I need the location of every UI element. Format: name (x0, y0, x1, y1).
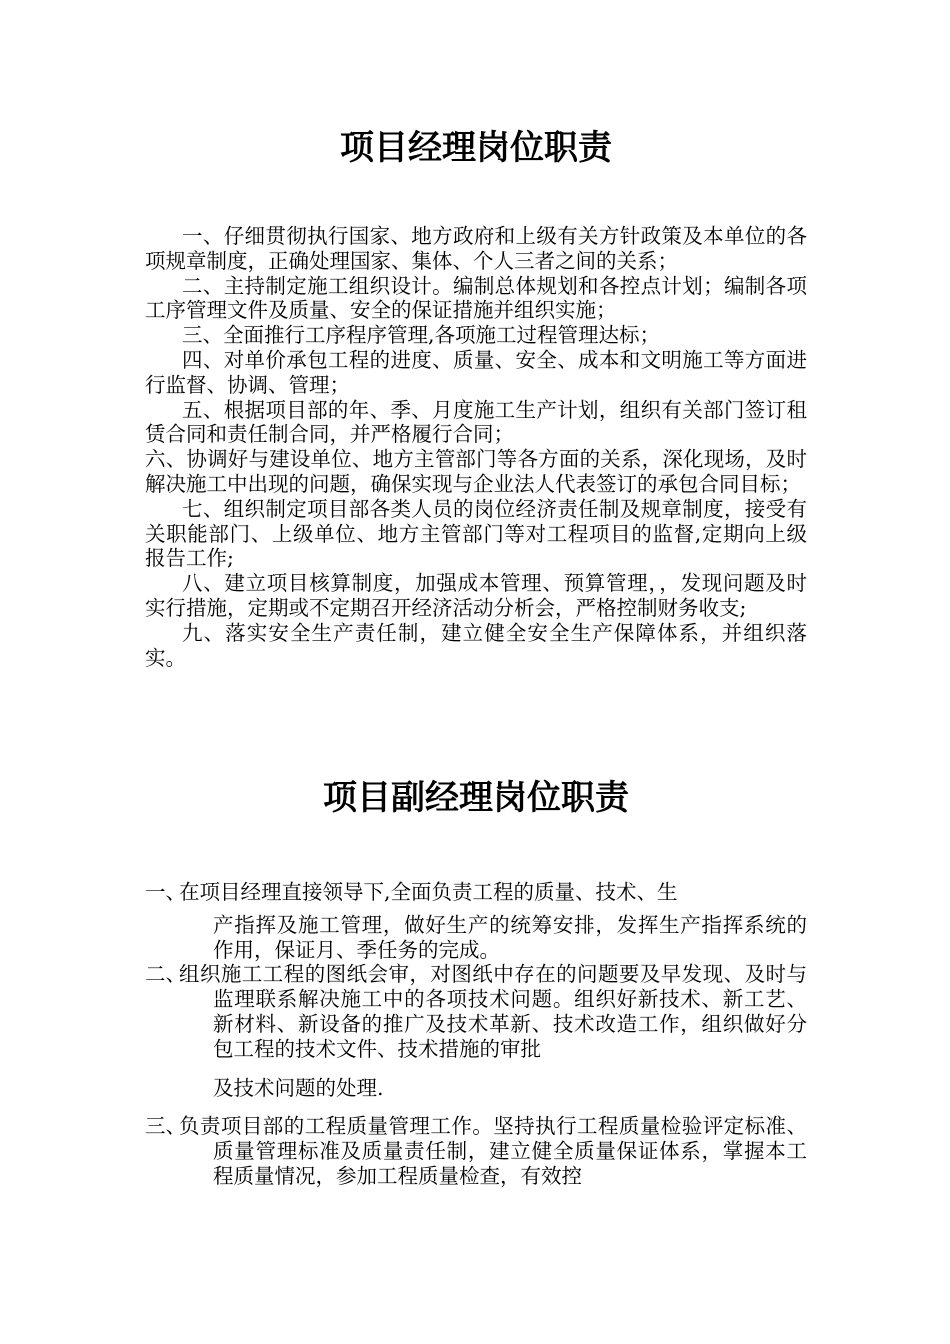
item-text: 在项目经理直接领导下,全面负责工程的质量、技术、生 (179, 880, 678, 904)
duty-paragraph: 二、主持制定施工组织设计。编制总体规划和各控点计划；编制各项工序管理文件及质量、安全的保证措施并组织实施； (145, 273, 807, 323)
item-number: 一、 (145, 880, 186, 904)
deputy-manager-duties-section (145, 880, 807, 1189)
duty-paragraph: 九、落实安全生产责任制，建立健全安全生产保障体系，并组织落实。 (145, 620, 807, 670)
page-title: 项目经理岗位职责 (340, 128, 612, 168)
duty-paragraph: 三、全面推行工序程序管理,各项施工过程管理达标； (182, 323, 661, 348)
item-text-continued: 及技术问题的处理. (213, 1075, 384, 1100)
item-text: 负责项目部的工程质量管理工作。坚持执行工程质量检验评定标准、质量管理标准及质量责任制，建立健全质量保证体系，掌握本工程质量情况，参加工程质量检查，有效控 (179, 1114, 807, 1188)
duty-paragraph: 四、对单价承包工程的进度、质量、安全、成本和文明施工等方面进行监督、协调、管理； (145, 347, 807, 397)
item-text: 组织施工工程的图纸会审，对图纸中存在的问题要及早发现、及时与监理联系解决施工中的各项技术问题。组织好新技术、新工艺、新材料、新设备的推广及技术革新、技术改造工作，组织做好分包工程的技术文件、技术措施的审批 (179, 962, 807, 1061)
duty-paragraph: 七、组织制定项目部各类人员的岗位经济责任制及规章制度，接受有关职能部门、上级单位、地方主管部门等对工程项目的监督,定期向上级报告工作; (145, 496, 807, 571)
numbered-duty-item (145, 880, 807, 962)
duty-paragraph: 五、根据项目部的年、季、月度施工生产计划，组织有关部门签订租赁合同和责任制合同，并严格履行合同； (145, 397, 807, 447)
duty-paragraph: 六、协调好与建设单位、地方主管部门等各方面的关系，深化现场，及时解决施工中出现的问题，确保实现与企业法人代表签订的承包合同目标； (145, 447, 807, 496)
item-number: 三、 (145, 1114, 186, 1139)
numbered-duty-item (145, 962, 807, 1100)
section-title: 项目副经理岗位职责 (323, 778, 629, 818)
duty-paragraph: 八、建立项目核算制度，加强成本管理、预算管理，，发现问题及时实行措施，定期或不定期召开经济活动分析会，严格控制财务收支; (145, 571, 807, 620)
item-text-continued: 产指挥及施工管理，做好生产的统筹安排，发挥生产指挥系统的作用，保证月、季任务的完成。 (213, 912, 807, 962)
item-number: 二、 (145, 962, 186, 987)
manager-duties-section (145, 224, 807, 670)
numbered-duty-item (145, 1114, 807, 1188)
duty-paragraph: 一、仔细贯彻执行国家、地方政府和上级有关方针政策及本单位的各项规章制度，正确处理国家、集体、个人三者之间的关系； (145, 224, 807, 273)
